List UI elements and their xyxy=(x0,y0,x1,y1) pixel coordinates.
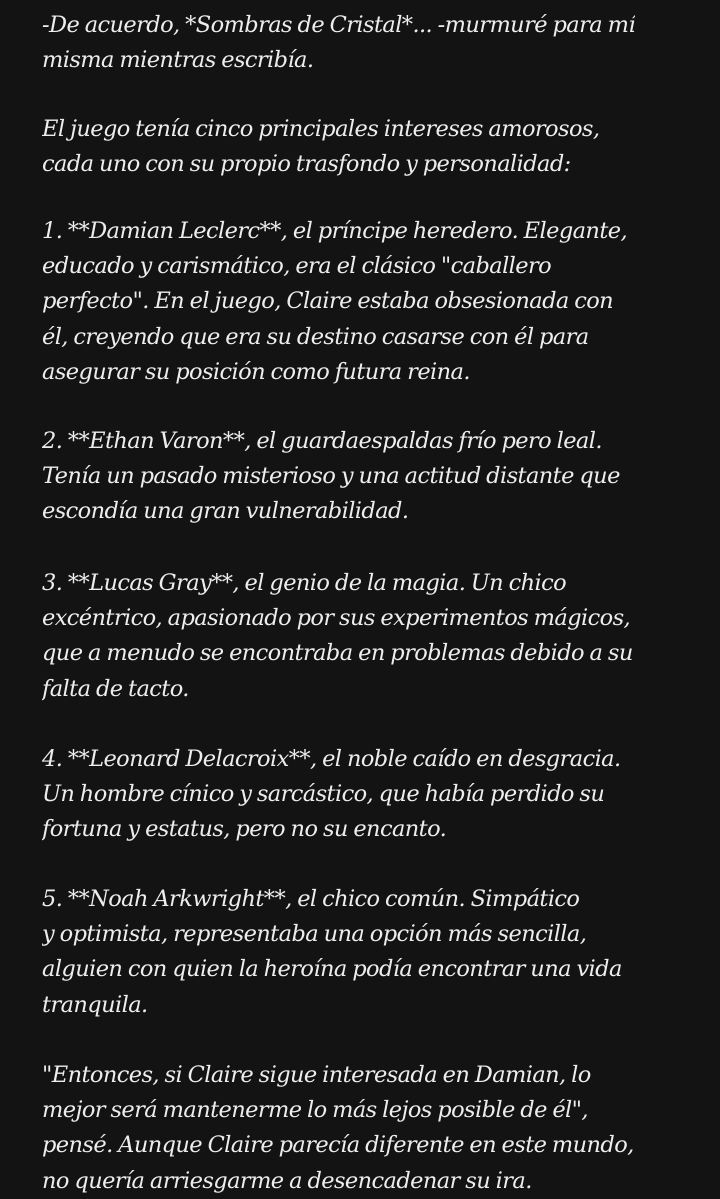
text-line: escondía una gran vulnerabilidad. xyxy=(42,498,409,525)
paragraph-item-noah xyxy=(42,882,622,1023)
text-line: 4. **Leonard Delacroix**, el noble caído en desgracia. xyxy=(42,746,621,772)
text-line: pensé. Aunque Claire parecía diferente en este mundo, xyxy=(42,1132,634,1159)
text-line: Un hombre cínico y sarcástico, que había perdido su xyxy=(42,781,605,808)
paragraph-item-leonard xyxy=(42,742,621,848)
paragraph-intro xyxy=(42,8,635,78)
text-line: fortuna y estatus, pero no su encanto. xyxy=(42,816,447,843)
text-line: no quería arriesgarme a desencadenar su ira. xyxy=(42,1167,532,1194)
text-line: 5. **Noah Arkwright**, el chico común. Simpático xyxy=(42,886,580,912)
paragraph-love-interests-intro xyxy=(42,112,599,182)
text-line: él, creyendo que era su destino casarse con él para xyxy=(42,323,589,350)
text-line: Tenía un pasado misterioso y una actitud distante que xyxy=(42,463,620,490)
text-line: 3. **Lucas Gray**, el genio de la magia. Un chico xyxy=(42,570,567,596)
text-line: 2. **Ethan Varon**, el guardaespaldas frío pero leal. xyxy=(42,428,602,454)
text-line: misma mientras escribía. xyxy=(42,47,314,74)
text-line: educado y carismático, era el clásico "caballero xyxy=(42,253,552,280)
text-line: excéntrico, apasionado por sus experimentos mágicos, xyxy=(42,605,631,632)
text-line: alguien con quien la heroína podía encontrar una vida xyxy=(42,956,622,983)
text-line: mejor será mantenerme lo más lejos posible de él", xyxy=(42,1097,588,1124)
text-line: y optimista, representaba una opción más sencilla, xyxy=(42,921,587,948)
text-line: asegurar su posición como futura reina. xyxy=(42,358,470,385)
paragraph-item-damian xyxy=(42,214,627,390)
text-line: 1. **Damian Leclerc**, el príncipe heredero. Elegante, xyxy=(42,218,628,244)
paragraph-item-lucas xyxy=(42,566,633,707)
text-line: cada uno con su propio trasfondo y personalidad: xyxy=(42,151,571,178)
text-line: perfecto". En el juego, Claire estaba obsesionada con xyxy=(42,288,614,315)
text-line: -De acuerdo, *Sombras de Cristal*... -murmuré para mí xyxy=(42,12,635,38)
text-line: falta de tacto. xyxy=(42,675,189,702)
paragraph-item-ethan xyxy=(42,424,620,530)
text-line: tranquila. xyxy=(42,991,148,1018)
paragraph-closing-thought xyxy=(42,1058,634,1199)
text-line: que a menudo se encontraba en problemas debido a su xyxy=(42,640,633,667)
text-line: "Entonces, si Claire sigue interesada en Damian, lo xyxy=(42,1062,591,1088)
text-line: El juego tenía cinco principales intereses amorosos, xyxy=(42,116,600,142)
